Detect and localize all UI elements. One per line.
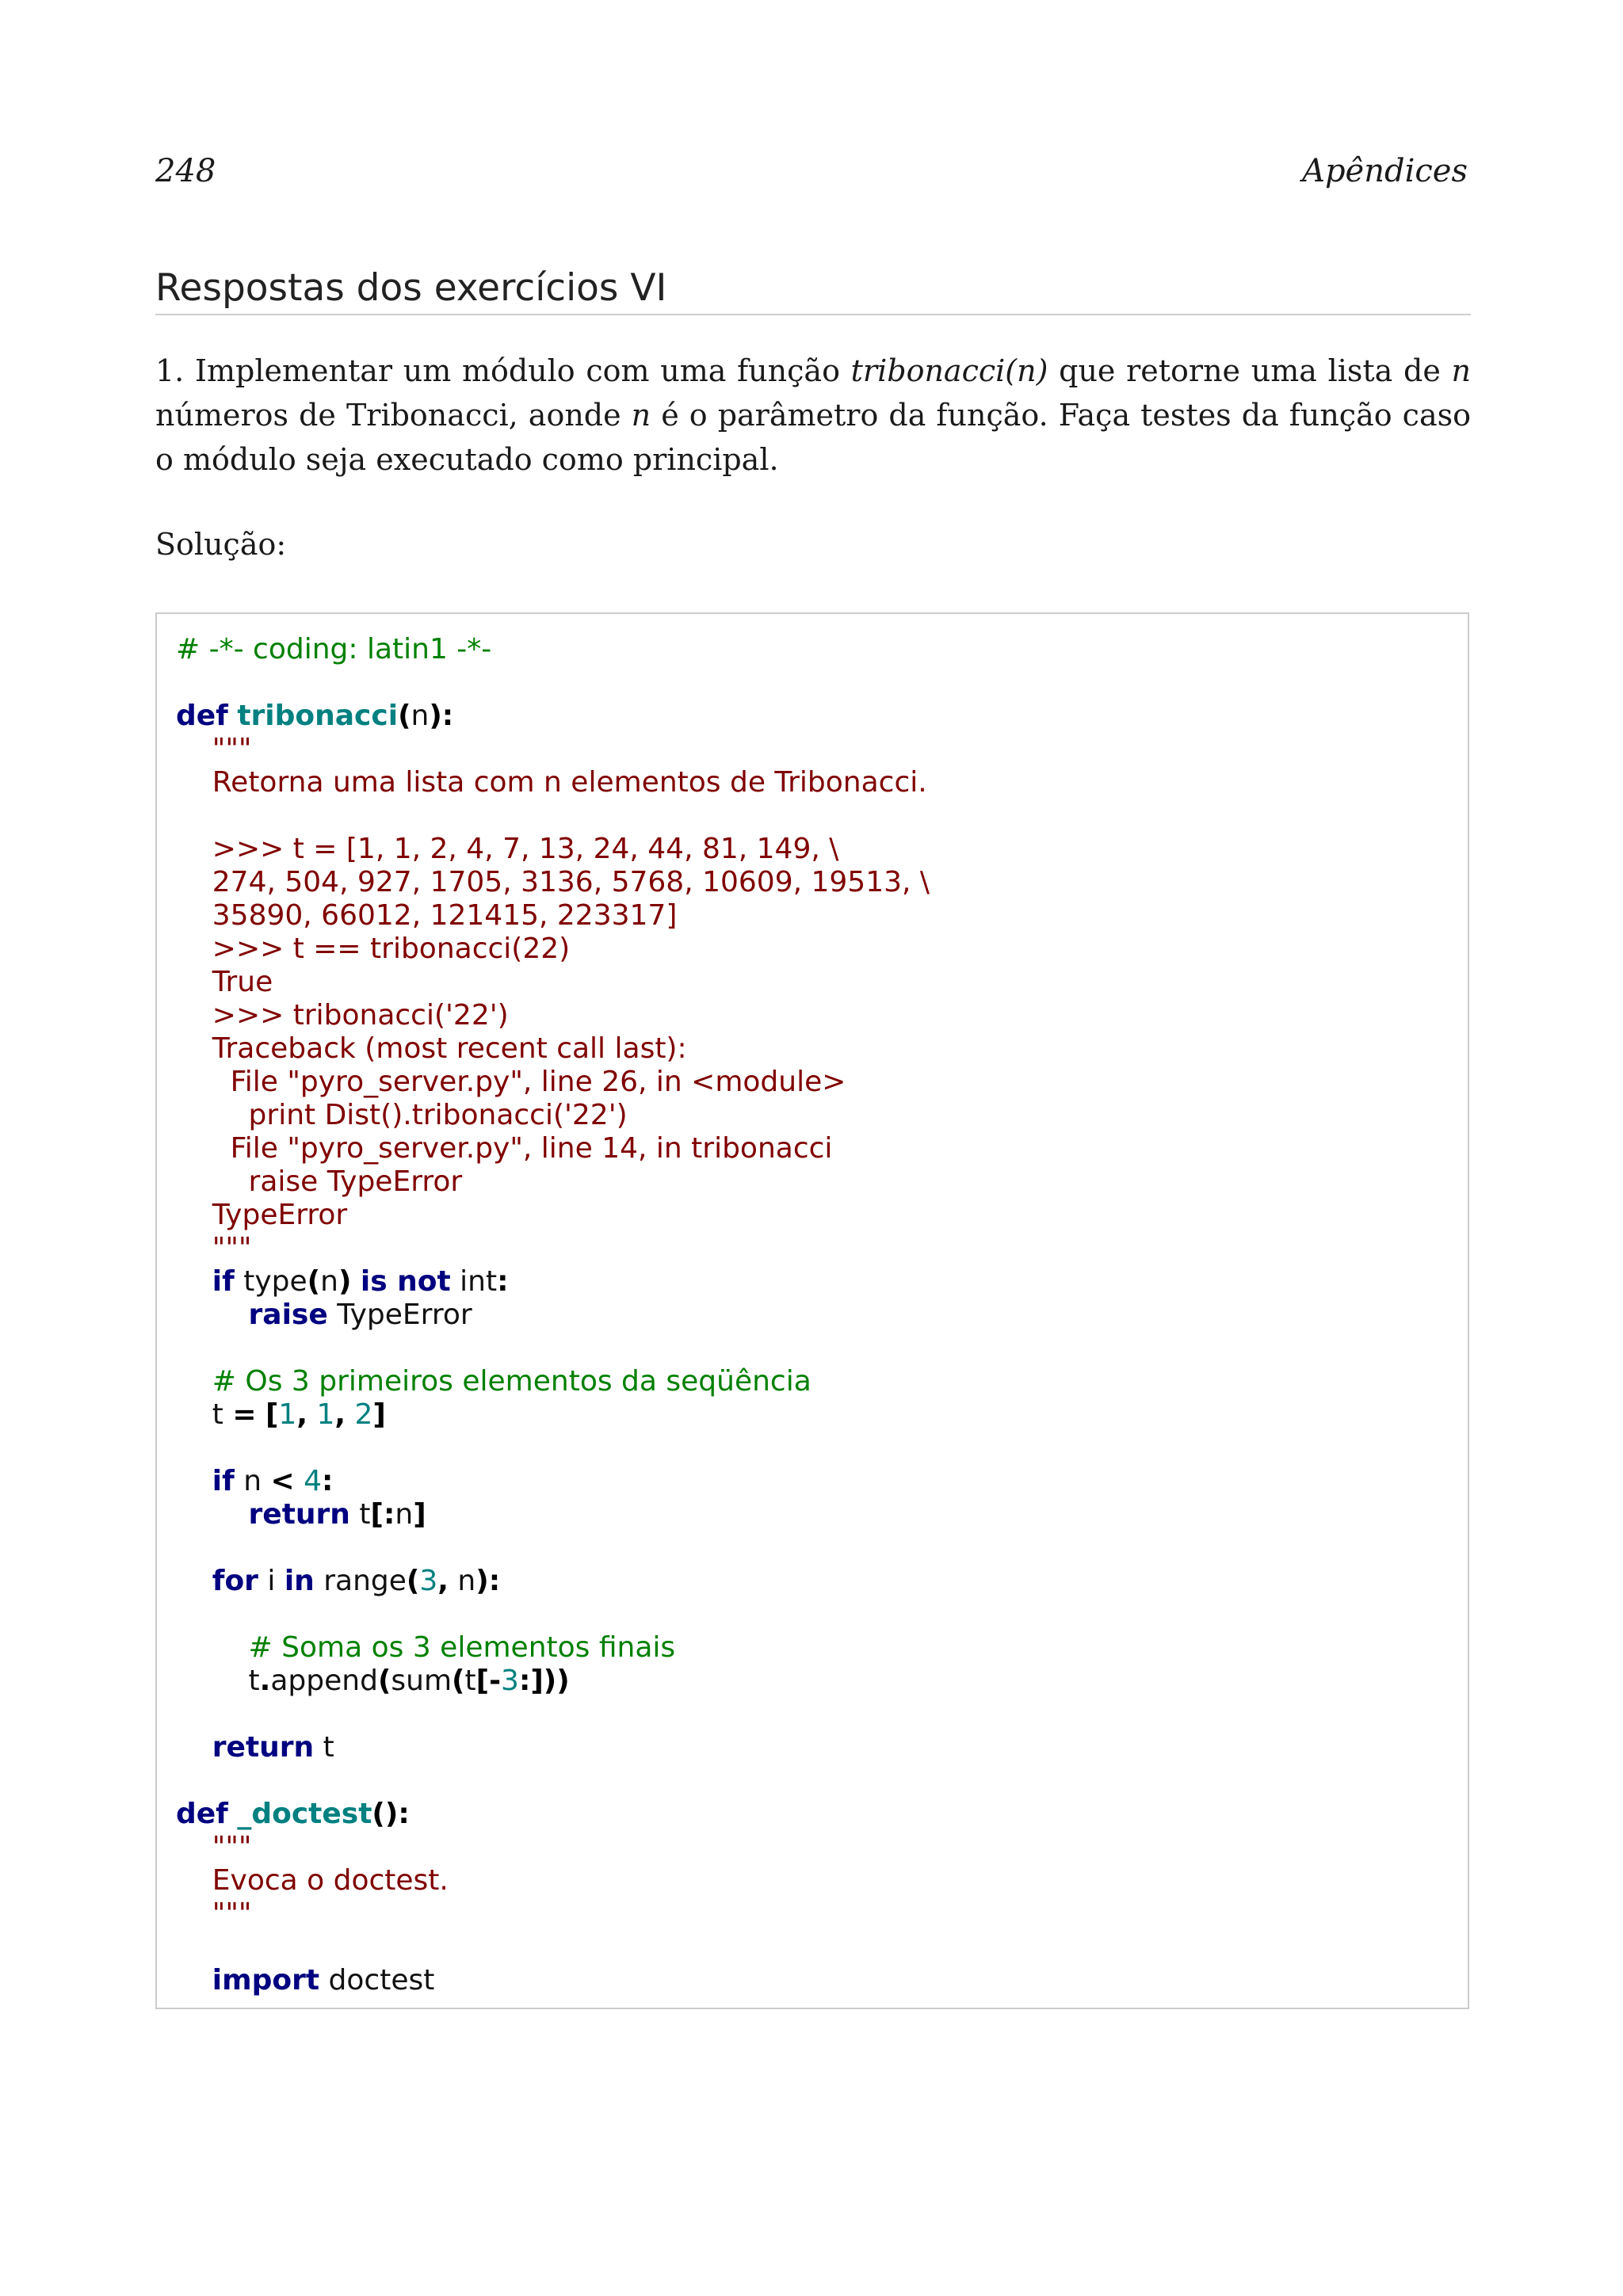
code-line <box>176 999 930 1032</box>
code-line <box>176 1432 930 1465</box>
code-block <box>176 633 930 1997</box>
code-token <box>295 1465 304 1497</box>
code-token: """ <box>176 1831 252 1863</box>
code-token <box>228 1798 237 1830</box>
code-token <box>176 1731 212 1764</box>
code-line <box>176 666 930 700</box>
code-token: int <box>450 1265 498 1298</box>
code-token: 2 <box>354 1398 373 1431</box>
code-token: Evoca o doctest. <box>176 1864 449 1897</box>
code-token <box>176 1465 212 1497</box>
code-token: 274, 504, 927, 1705, 3136, 5768, 10609, 19513, \ <box>176 866 930 898</box>
code-line <box>176 1365 930 1398</box>
code-token: n <box>234 1465 271 1497</box>
code-line <box>176 1864 930 1897</box>
code-token: is not <box>360 1265 451 1298</box>
code-token: _doctest <box>237 1798 372 1830</box>
code-token: range <box>314 1565 407 1597</box>
code-token: type <box>234 1265 307 1298</box>
code-line <box>176 933 930 966</box>
code-line <box>176 1032 930 1066</box>
code-token <box>176 1299 249 1331</box>
code-token: 4 <box>304 1465 323 1497</box>
code-token: t <box>176 1398 233 1431</box>
code-token: n <box>448 1565 476 1597</box>
code-token: , <box>296 1398 308 1431</box>
code-token: doctest <box>319 1964 435 1997</box>
code-line <box>176 1398 930 1432</box>
code-line <box>176 1465 930 1498</box>
code-line <box>176 1798 930 1831</box>
statement-text: é o parâmetro da função. Faça testes da função caso o módulo seja executado como principal. <box>155 398 1471 477</box>
code-token: [ <box>265 1398 279 1431</box>
code-line <box>176 1066 930 1099</box>
code-token: import <box>212 1964 320 1997</box>
code-line <box>176 966 930 999</box>
code-line <box>176 1931 930 1964</box>
code-token: ] <box>413 1498 426 1531</box>
code-token: File "pyro_server.py", line 26, in <module> <box>176 1066 846 1098</box>
code-token: if <box>212 1465 235 1497</box>
code-token: i <box>258 1565 285 1597</box>
code-token: for <box>212 1565 258 1597</box>
code-line <box>176 1132 930 1165</box>
code-token: File "pyro_server.py", line 14, in tribonacci <box>176 1132 833 1165</box>
code-line <box>176 1165 930 1199</box>
code-line <box>176 866 930 899</box>
code-token: >>> tribonacci('22') <box>176 999 509 1032</box>
code-token: TypeError <box>176 1199 348 1231</box>
code-token: def <box>176 700 228 732</box>
code-token: ( <box>307 1265 321 1298</box>
code-token: """ <box>176 733 252 765</box>
code-token: :])) <box>518 1665 570 1697</box>
code-line <box>176 633 930 666</box>
solution-label: Solução: <box>155 527 287 562</box>
code-token <box>228 700 237 732</box>
code-token: TypeError <box>327 1299 472 1331</box>
code-line <box>176 733 930 766</box>
code-token: ( <box>398 700 411 732</box>
code-token: n <box>395 1498 414 1531</box>
code-line <box>176 1199 930 1232</box>
code-line <box>176 1531 930 1565</box>
code-line <box>176 1764 930 1798</box>
code-token: Retorna uma lista com n elementos de Tribonacci. <box>176 766 927 799</box>
code-token: Traceback (most recent call last): <box>176 1032 687 1065</box>
code-line <box>176 833 930 866</box>
code-token: ): <box>475 1565 501 1597</box>
code-token: n <box>320 1265 338 1298</box>
code-listing <box>155 612 1469 2009</box>
code-token <box>176 1964 212 1997</box>
code-token: < <box>270 1465 295 1497</box>
code-token: raise <box>248 1299 328 1331</box>
code-token: : <box>322 1465 334 1497</box>
code-token: True <box>176 966 273 998</box>
code-token: ) <box>338 1265 352 1298</box>
code-token: [: <box>370 1498 395 1531</box>
code-token: ( <box>406 1565 420 1597</box>
code-token: 1 <box>278 1398 297 1431</box>
code-token: 3 <box>501 1665 519 1697</box>
code-token: 1 <box>316 1398 335 1431</box>
section-title: Respostas dos exercícios VI <box>155 266 667 310</box>
code-token: """ <box>176 1232 252 1264</box>
code-token: , <box>334 1398 346 1431</box>
code-line <box>176 1265 930 1299</box>
code-token: [- <box>475 1665 502 1697</box>
code-token: print Dist().tribonacci('22') <box>176 1099 628 1131</box>
code-token: ): <box>429 700 454 732</box>
code-line <box>176 899 930 933</box>
code-line <box>176 1698 930 1731</box>
code-token: t <box>314 1731 334 1764</box>
code-token: def <box>176 1798 228 1830</box>
code-token <box>307 1398 316 1431</box>
section-title-rule <box>155 314 1471 315</box>
code-line <box>176 1831 930 1864</box>
code-token: 3 <box>419 1565 438 1597</box>
code-token: (): <box>372 1798 410 1830</box>
code-token: raise TypeError <box>176 1165 463 1198</box>
code-token: tribonacci <box>237 700 399 732</box>
code-token: # -*- coding: latin1 -*- <box>176 633 492 666</box>
variable-n: n <box>1451 353 1471 388</box>
function-name: tribonacci(n) <box>850 353 1048 388</box>
statement-text: que retorne uma lista de <box>1048 353 1452 388</box>
code-token: append <box>270 1665 378 1697</box>
code-token: # Os 3 primeiros elementos da seqüência <box>176 1365 812 1398</box>
statement-text: 1. Implementar um módulo com uma função <box>155 353 851 388</box>
code-token <box>257 1398 265 1431</box>
code-token: ( <box>452 1665 465 1697</box>
code-line <box>176 1299 930 1332</box>
code-token <box>176 1265 212 1298</box>
code-line <box>176 1665 930 1698</box>
code-line <box>176 1631 930 1665</box>
page-number: 248 <box>155 153 216 189</box>
code-token: # Soma os 3 elementos finais <box>176 1631 676 1664</box>
code-token: t <box>349 1498 371 1531</box>
code-line <box>176 799 930 833</box>
code-line <box>176 1232 930 1265</box>
code-token: = <box>232 1398 257 1431</box>
code-token: . <box>259 1665 271 1697</box>
code-token: t <box>176 1665 260 1697</box>
statement-text: números de Tribonacci, aonde <box>155 398 632 433</box>
code-line <box>176 1598 930 1631</box>
code-token: t <box>464 1665 476 1697</box>
code-line <box>176 1099 930 1132</box>
code-token: return <box>248 1498 350 1531</box>
code-token: return <box>212 1731 315 1764</box>
code-token: sum <box>391 1665 453 1697</box>
code-token: ] <box>372 1398 386 1431</box>
code-line <box>176 1964 930 1997</box>
code-line <box>176 700 930 733</box>
code-token <box>351 1265 360 1298</box>
code-line <box>176 1498 930 1531</box>
code-token: 35890, 66012, 121415, 223317] <box>176 899 678 932</box>
running-head: Apêndices <box>1302 153 1468 189</box>
code-token: ( <box>377 1665 391 1697</box>
code-token: if <box>212 1265 235 1298</box>
code-token: """ <box>176 1897 252 1930</box>
code-token <box>176 1498 249 1531</box>
code-token: >>> t == tribonacci(22) <box>176 933 571 965</box>
code-line <box>176 1565 930 1598</box>
code-token: , <box>437 1565 449 1597</box>
code-token: >>> t = [1, 1, 2, 4, 7, 13, 24, 44, 81, 149, \ <box>176 833 839 865</box>
code-line <box>176 1332 930 1365</box>
code-token: n <box>411 700 430 732</box>
variable-n: n <box>631 398 651 433</box>
code-line <box>176 766 930 799</box>
code-token <box>176 1565 212 1597</box>
code-line <box>176 1897 930 1931</box>
code-token <box>346 1398 354 1431</box>
code-token: : <box>497 1265 509 1298</box>
exercise-statement <box>155 349 1471 482</box>
code-line <box>176 1731 930 1764</box>
code-token: in <box>284 1565 315 1597</box>
